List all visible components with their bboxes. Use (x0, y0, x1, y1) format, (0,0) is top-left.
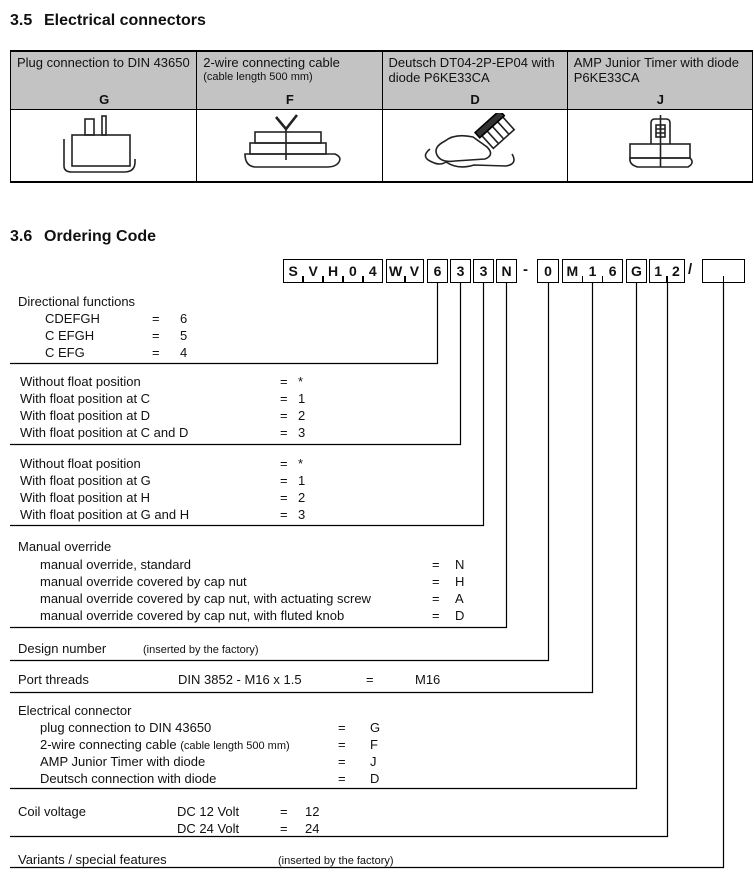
equals-sign: = (280, 507, 288, 522)
code-char: H (327, 263, 339, 279)
code-slash: / (688, 261, 693, 278)
option-label: plug connection to DIN 43650 (40, 720, 212, 735)
spec-text: DC 12 Volt (177, 804, 240, 819)
option-code: M16 (415, 672, 441, 687)
option-label: Without float position (20, 374, 141, 389)
option-label: With float position at G (20, 473, 151, 488)
factory-note: (inserted by the factory) (143, 644, 259, 656)
equals-sign: = (432, 608, 440, 623)
connector-label: Plug connection to DIN 43650 (17, 55, 190, 70)
option-code: 2 (298, 490, 306, 505)
connector-header-cable (196, 52, 381, 110)
option-code: 1 (298, 473, 306, 488)
code-char: 2 (671, 263, 680, 279)
code-char: 3 (479, 263, 488, 279)
code-char: 0 (349, 263, 357, 279)
section-heading: Manual override (18, 539, 112, 554)
section-3-5-title: Electrical connectors (44, 12, 206, 29)
option-label: AMP Junior Timer with diode (40, 754, 206, 769)
section-label: Coil voltage (18, 804, 86, 819)
connector-code: J (656, 92, 664, 107)
code-char: 6 (433, 263, 442, 279)
option-code: D (370, 771, 380, 786)
section-label: Port threads (18, 672, 89, 687)
equals-sign: = (152, 328, 160, 343)
equals-sign: = (280, 374, 288, 389)
din-plug-connector-icon (29, 113, 179, 179)
section-heading: Electrical connector (18, 703, 132, 718)
section-label: Design number (18, 641, 107, 656)
code-char: N (501, 263, 512, 279)
code-box-design-number (537, 259, 559, 283)
equals-sign: = (432, 591, 440, 606)
option-code: 1 (298, 391, 306, 406)
factory-note: (inserted by the factory) (278, 855, 394, 867)
connector-label: AMP Junior Timer with diode P6KE33CA (573, 55, 739, 85)
equals-sign: = (280, 490, 288, 505)
code-char: M (566, 263, 579, 279)
connector-label: 2-wire connecting cable (203, 55, 340, 70)
option-label: CDEFGH (45, 311, 100, 326)
connector-code: F (285, 92, 294, 107)
equals-sign: = (366, 672, 374, 687)
option-label-note: (cable length 500 mm) (180, 740, 290, 752)
code-char: 6 (608, 263, 617, 279)
option-label: manual override covered by cap nut, with actuating screw (40, 591, 371, 606)
equals-sign: = (280, 804, 288, 819)
spec-text: DC 24 Volt (177, 821, 240, 836)
code-box-variants (702, 259, 745, 283)
code-char: 0 (544, 263, 552, 279)
option-code: H (455, 574, 465, 589)
option-code: * (298, 374, 304, 389)
option-code: * (298, 456, 304, 471)
code-char: W (389, 263, 403, 279)
equals-sign: = (280, 473, 288, 488)
equals-sign: = (280, 391, 288, 406)
equals-sign: = (338, 754, 346, 769)
code-char: S (288, 263, 298, 279)
code-box-coil-voltage (649, 259, 685, 283)
option-label: With float position at H (20, 490, 151, 505)
option-label: With float position at C and D (20, 425, 189, 440)
option-code: 3 (298, 507, 306, 522)
spec-text: DIN 3852 - M16 x 1.5 (178, 672, 302, 687)
option-code: A (455, 591, 464, 606)
option-label: manual override covered by cap nut, with fluted knob (40, 608, 345, 623)
code-char: V (308, 263, 318, 279)
connector-header-deutsch (382, 52, 567, 110)
connector-drawing-cell (11, 110, 196, 181)
equals-sign: = (152, 345, 160, 360)
option-label: With float position at G and H (20, 507, 190, 522)
option-label: C EFGH (45, 328, 95, 343)
code-box-electrical-connector (626, 259, 647, 283)
code-box-float-gh (473, 259, 494, 283)
section-heading: Directional functions (18, 294, 136, 309)
code-char: G (631, 263, 642, 279)
option-code: N (455, 557, 465, 572)
option-code: 24 (305, 821, 320, 836)
connector-code: D (470, 92, 480, 107)
equals-sign: = (280, 408, 288, 423)
equals-sign: = (280, 821, 288, 836)
option-code: F (370, 737, 378, 752)
equals-sign: = (432, 557, 440, 572)
connector-header-din-plug (11, 52, 196, 110)
section-3-6-title: Ordering Code (44, 228, 157, 245)
equals-sign: = (338, 771, 346, 786)
code-box-manual-override (496, 259, 517, 283)
option-label: With float position at C (20, 391, 151, 406)
code-char: 4 (368, 263, 377, 279)
equals-sign: = (338, 737, 346, 752)
code-box-svh04 (283, 259, 383, 283)
option-code: 5 (180, 328, 188, 343)
option-label: C EFG (45, 345, 85, 360)
code-box-directional (427, 259, 448, 283)
amp-junior-timer-connector-icon (585, 113, 735, 179)
option-code: 6 (180, 311, 188, 326)
code-box-float-cd (450, 259, 471, 283)
code-char: V (409, 263, 420, 279)
connector-code: G (99, 92, 110, 107)
option-label: Deutsch connection with diode (40, 771, 217, 786)
code-box-port-threads (562, 259, 623, 283)
option-code: G (370, 720, 381, 735)
connector-header-amp (567, 52, 752, 110)
option-label: With float position at D (20, 408, 151, 423)
code-char: 1 (654, 263, 663, 279)
equals-sign: = (152, 311, 160, 326)
equals-sign: = (432, 574, 440, 589)
connector-sublabel: (cable length 500 mm) (203, 71, 313, 83)
option-code: 4 (180, 345, 188, 360)
code-dash: - (523, 261, 528, 278)
equals-sign: = (280, 456, 288, 471)
wire-cable-connector-icon (214, 113, 364, 179)
code-box-wv (386, 259, 424, 283)
equals-sign: = (338, 720, 346, 735)
section-label: Variants / special features (18, 852, 167, 867)
option-label: manual override covered by cap nut (40, 574, 247, 589)
section-3-6-number: 3.6 (10, 228, 33, 245)
option-code: 2 (298, 408, 306, 423)
option-code: D (455, 608, 465, 623)
option-label (40, 737, 290, 754)
option-label: manual override, standard (40, 557, 192, 572)
connector-label: Deutsch DT04-2P-EP04 with diode P6KE33CA (388, 55, 555, 85)
code-char: 3 (456, 263, 465, 279)
section-3-5-number: 3.5 (10, 12, 33, 29)
option-code: 12 (305, 804, 320, 819)
connector-drawing-cell (382, 110, 567, 181)
code-char: 1 (588, 263, 597, 279)
deutsch-connector-icon (400, 113, 550, 179)
option-code: J (370, 754, 377, 769)
connector-drawing-cell (196, 110, 381, 181)
connector-drawing-cell (567, 110, 752, 181)
option-code: 3 (298, 425, 306, 440)
equals-sign: = (280, 425, 288, 440)
option-label: Without float position (20, 456, 141, 471)
electrical-connectors-table (10, 50, 753, 183)
option-label-text: 2-wire connecting cable (40, 737, 177, 752)
